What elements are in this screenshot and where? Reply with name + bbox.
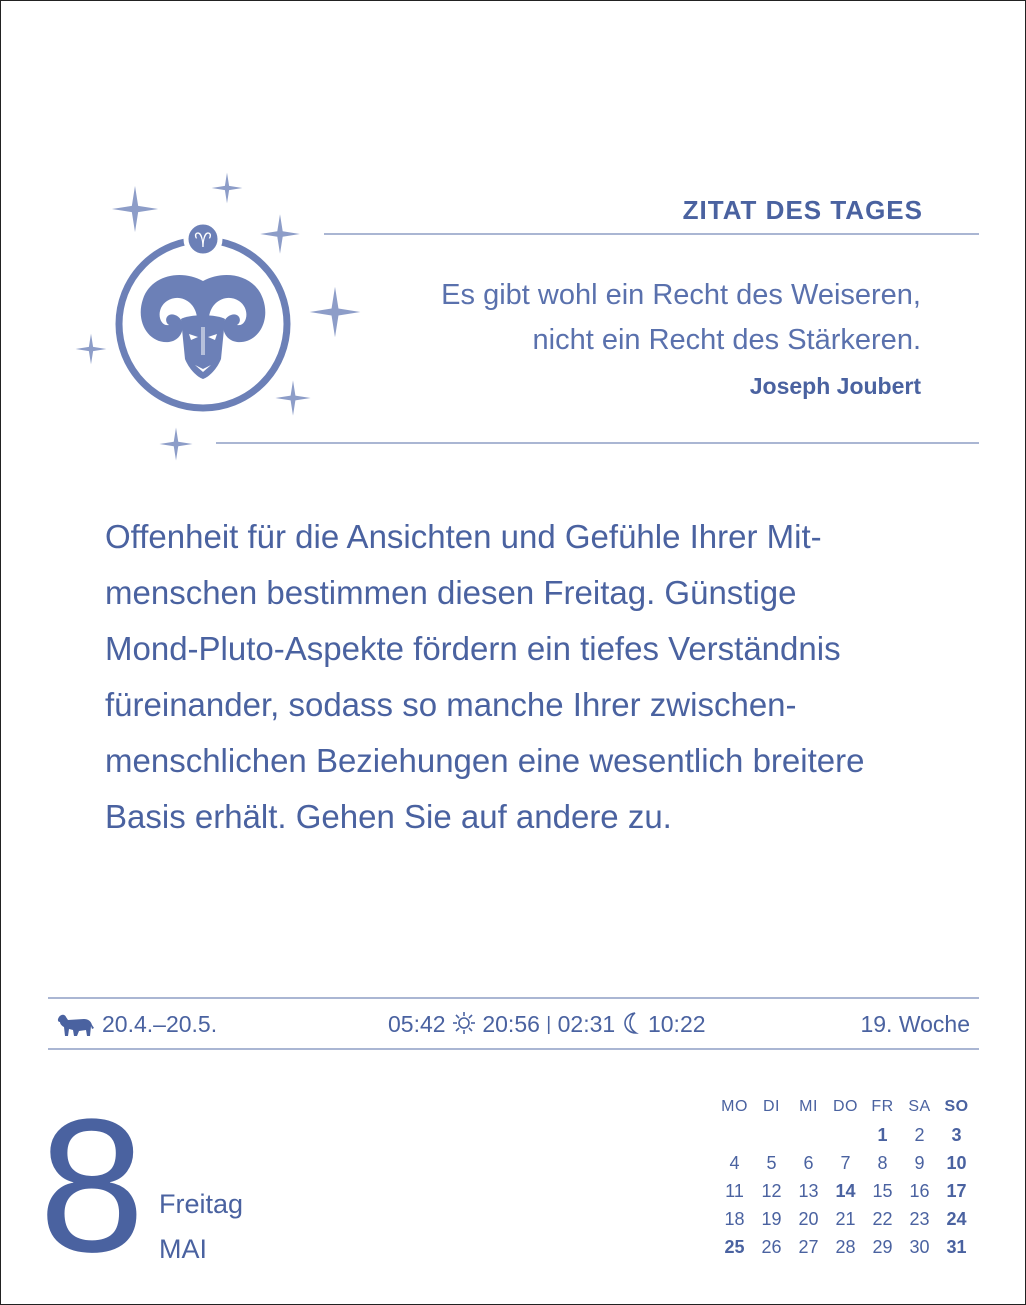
mini-calendar-day: 9 <box>914 1152 925 1173</box>
mini-calendar-day: 18 <box>724 1208 745 1229</box>
mini-calendar-day: 21 <box>835 1208 856 1229</box>
weekday-header: SO <box>944 1098 969 1115</box>
mini-calendar-day: 27 <box>798 1236 819 1257</box>
quote-title: ZITAT DES TAGES <box>682 195 923 225</box>
mini-calendar-day: 28 <box>835 1236 856 1257</box>
mini-calendar-day: 30 <box>909 1236 930 1257</box>
mini-calendar-day: 15 <box>872 1180 893 1201</box>
divider <box>216 442 979 444</box>
horoscope-line: füreinander, sodass so manche Ihrer zwischen- <box>105 686 797 723</box>
mini-calendar-day: 5 <box>766 1152 777 1173</box>
horoscope-text <box>105 509 955 845</box>
moonrise-time: 02:31 <box>557 1011 616 1037</box>
weekday: Freitag <box>159 1189 244 1219</box>
mini-calendar-day: 11 <box>725 1180 744 1201</box>
mini-calendar-day: 10 <box>946 1152 967 1173</box>
sun-moon-times <box>388 1011 706 1038</box>
mini-calendar-day: 14 <box>835 1180 856 1201</box>
mini-calendar-day: 16 <box>909 1180 930 1201</box>
mini-calendar-day: 6 <box>803 1152 814 1173</box>
horoscope-line: Offenheit für die Ansichten und Gefühle Ihrer Mit- <box>105 518 822 555</box>
mini-calendar-week <box>716 1149 975 1177</box>
day-number: 8 <box>39 1080 145 1292</box>
divider <box>48 1048 979 1050</box>
mini-calendar-week <box>716 1177 975 1205</box>
weekday-header: DI <box>763 1098 780 1115</box>
quote-text <box>321 273 921 363</box>
quote-line: nicht ein Recht des Stärkeren. <box>532 324 921 356</box>
mini-calendar-day: 23 <box>909 1208 930 1229</box>
weekday-header: SA <box>908 1098 931 1115</box>
sunset-time: 20:56 <box>482 1011 540 1037</box>
weekday-header: MI <box>799 1098 818 1115</box>
mini-calendar-week <box>716 1233 975 1261</box>
mini-calendar-week <box>716 1205 975 1233</box>
mini-calendar-header <box>716 1093 975 1121</box>
mini-calendar-day <box>790 1121 827 1149</box>
mini-calendar-day: 7 <box>840 1152 851 1173</box>
sunrise-time: 05:42 <box>388 1011 446 1037</box>
mini-calendar-day <box>753 1121 790 1149</box>
mini-calendar-day: 2 <box>914 1124 925 1145</box>
mini-calendar-day: 1 <box>877 1124 888 1145</box>
week-number: 19. Woche <box>860 1011 970 1037</box>
horoscope-line: Mond-Pluto-Aspekte fördern ein tiefes Verständnis <box>105 630 841 667</box>
divider <box>48 997 979 999</box>
mini-calendar-day: 13 <box>798 1180 819 1201</box>
weekday-header: DO <box>833 1098 858 1115</box>
mini-calendar-day: 22 <box>872 1208 893 1229</box>
sun-icon <box>452 1011 476 1035</box>
horoscope-line: menschen bestimmen diesen Freitag. Günstige <box>105 574 797 611</box>
month: MAI <box>159 1234 208 1264</box>
mini-calendar-day: 12 <box>761 1180 782 1201</box>
mini-calendar-day: 29 <box>872 1236 893 1257</box>
divider <box>324 233 979 235</box>
crescent-moon-icon <box>622 1011 642 1035</box>
moonset-time: 10:22 <box>647 1011 706 1037</box>
mini-calendar-day: 17 <box>946 1180 967 1201</box>
info-row <box>48 1007 970 1043</box>
mini-calendar-day: 3 <box>951 1124 962 1145</box>
mini-calendar-day: 31 <box>946 1236 967 1257</box>
mini-calendar-day <box>716 1121 753 1149</box>
zodiac-range: 20.4.–20.5. <box>102 1011 218 1037</box>
horoscope-line: menschlichen Beziehungen eine wesentlich breitere <box>105 742 865 779</box>
mini-calendar <box>716 1093 975 1261</box>
mini-calendar-day: 24 <box>946 1208 967 1229</box>
weekday-header: FR <box>871 1098 894 1115</box>
mini-calendar-day: 8 <box>877 1152 888 1173</box>
taurus-bull-icon <box>57 1011 95 1037</box>
mini-calendar-week <box>716 1121 975 1149</box>
horoscope-line: Basis erhält. Gehen Sie auf andere zu. <box>105 798 672 835</box>
separator: | <box>546 1014 552 1035</box>
quote-author: Joseph Joubert <box>749 373 921 399</box>
mini-calendar-day <box>827 1121 864 1149</box>
mini-calendar-day: 25 <box>724 1236 745 1257</box>
quote-line: Es gibt wohl ein Recht des Weiseren, <box>441 279 921 311</box>
mini-calendar-day: 20 <box>798 1208 819 1229</box>
mini-calendar-day: 26 <box>761 1236 782 1257</box>
mini-calendar-day: 19 <box>761 1208 782 1229</box>
aries-symbol: ♈ <box>194 228 212 252</box>
mini-calendar-day: 4 <box>729 1152 740 1173</box>
weekday-header: MO <box>721 1098 748 1115</box>
